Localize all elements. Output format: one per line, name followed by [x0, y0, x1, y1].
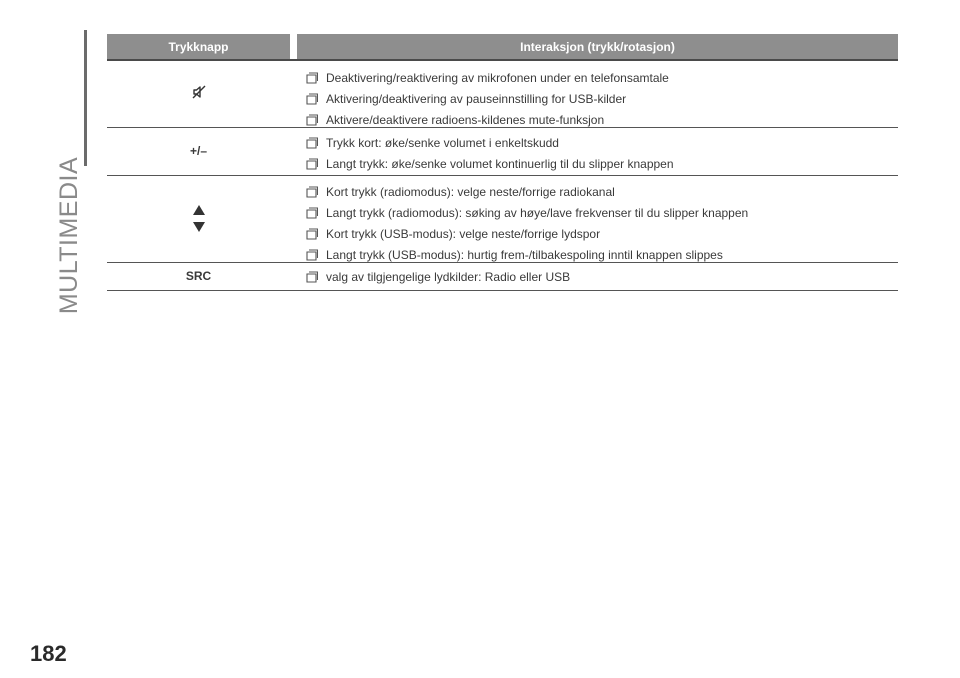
list-item: Kort trykk (radiomodus): velge neste/forrige radiokanal [306, 181, 898, 202]
list-item: Kort trykk (USB-modus): velge neste/forrige lydspor [306, 223, 898, 244]
checkbox-bullet-icon [306, 93, 318, 105]
checkbox-bullet-icon [306, 271, 318, 283]
checkbox-bullet-icon [306, 137, 318, 149]
interaction-cell [290, 176, 898, 262]
checkbox-bullet-icon [306, 207, 318, 219]
list-item: Langt trykk: øke/senke volumet kontinuerlig til du slipper knappen [306, 153, 898, 174]
list-item: Langt trykk (USB-modus): hurtig frem-/tilbakespoling inntil knappen slippes [306, 244, 898, 265]
list-item: Trykk kort: øke/senke volumet i enkeltskudd [306, 132, 898, 153]
table-row [107, 128, 898, 176]
list-item: Deaktivering/reaktivering av mikrofonen under en telefonsamtale [306, 67, 898, 88]
section-label-text: MULTIMEDIA [55, 156, 84, 314]
table-row [107, 176, 898, 263]
table-row [107, 263, 898, 291]
checkbox-bullet-icon [306, 114, 318, 126]
header-button-column: Trykknapp [168, 39, 229, 54]
header-interaction-column: Interaksjon (trykk/rotasjon) [520, 39, 675, 54]
checkbox-bullet-icon [306, 186, 318, 198]
list-item: Aktivere/deaktivere radioens-kildenes mute-funksjon [306, 109, 898, 130]
section-label [55, 156, 84, 314]
interaction-cell [290, 128, 898, 175]
table-row [107, 61, 898, 128]
mute-icon [192, 85, 206, 99]
button-cell [107, 263, 290, 290]
button-cell [107, 61, 290, 127]
section-rule [84, 30, 87, 166]
page-number: 182 [30, 641, 67, 666]
button-label: SRC [185, 269, 212, 283]
interaction-cell [290, 61, 898, 127]
interaction-cell [290, 263, 898, 290]
checkbox-bullet-icon [306, 158, 318, 170]
list-item: Langt trykk (radiomodus): søking av høye/lave frekvenser til du slipper knappen [306, 202, 898, 223]
table-header [107, 34, 898, 61]
button-label: +/– [189, 144, 207, 158]
button-cell [107, 128, 290, 175]
header-gap [290, 34, 297, 59]
checkbox-bullet-icon [306, 228, 318, 240]
button-cell [107, 176, 290, 262]
list-item: Aktivering/deaktivering av pauseinnstilling for USB-kilder [306, 88, 898, 109]
checkbox-bullet-icon [306, 249, 318, 261]
up-down-arrows-icon [192, 204, 206, 234]
checkbox-bullet-icon [306, 72, 318, 84]
controls-table [107, 34, 898, 291]
list-item: valg av tilgjengelige lydkilder: Radio eller USB [306, 266, 898, 287]
